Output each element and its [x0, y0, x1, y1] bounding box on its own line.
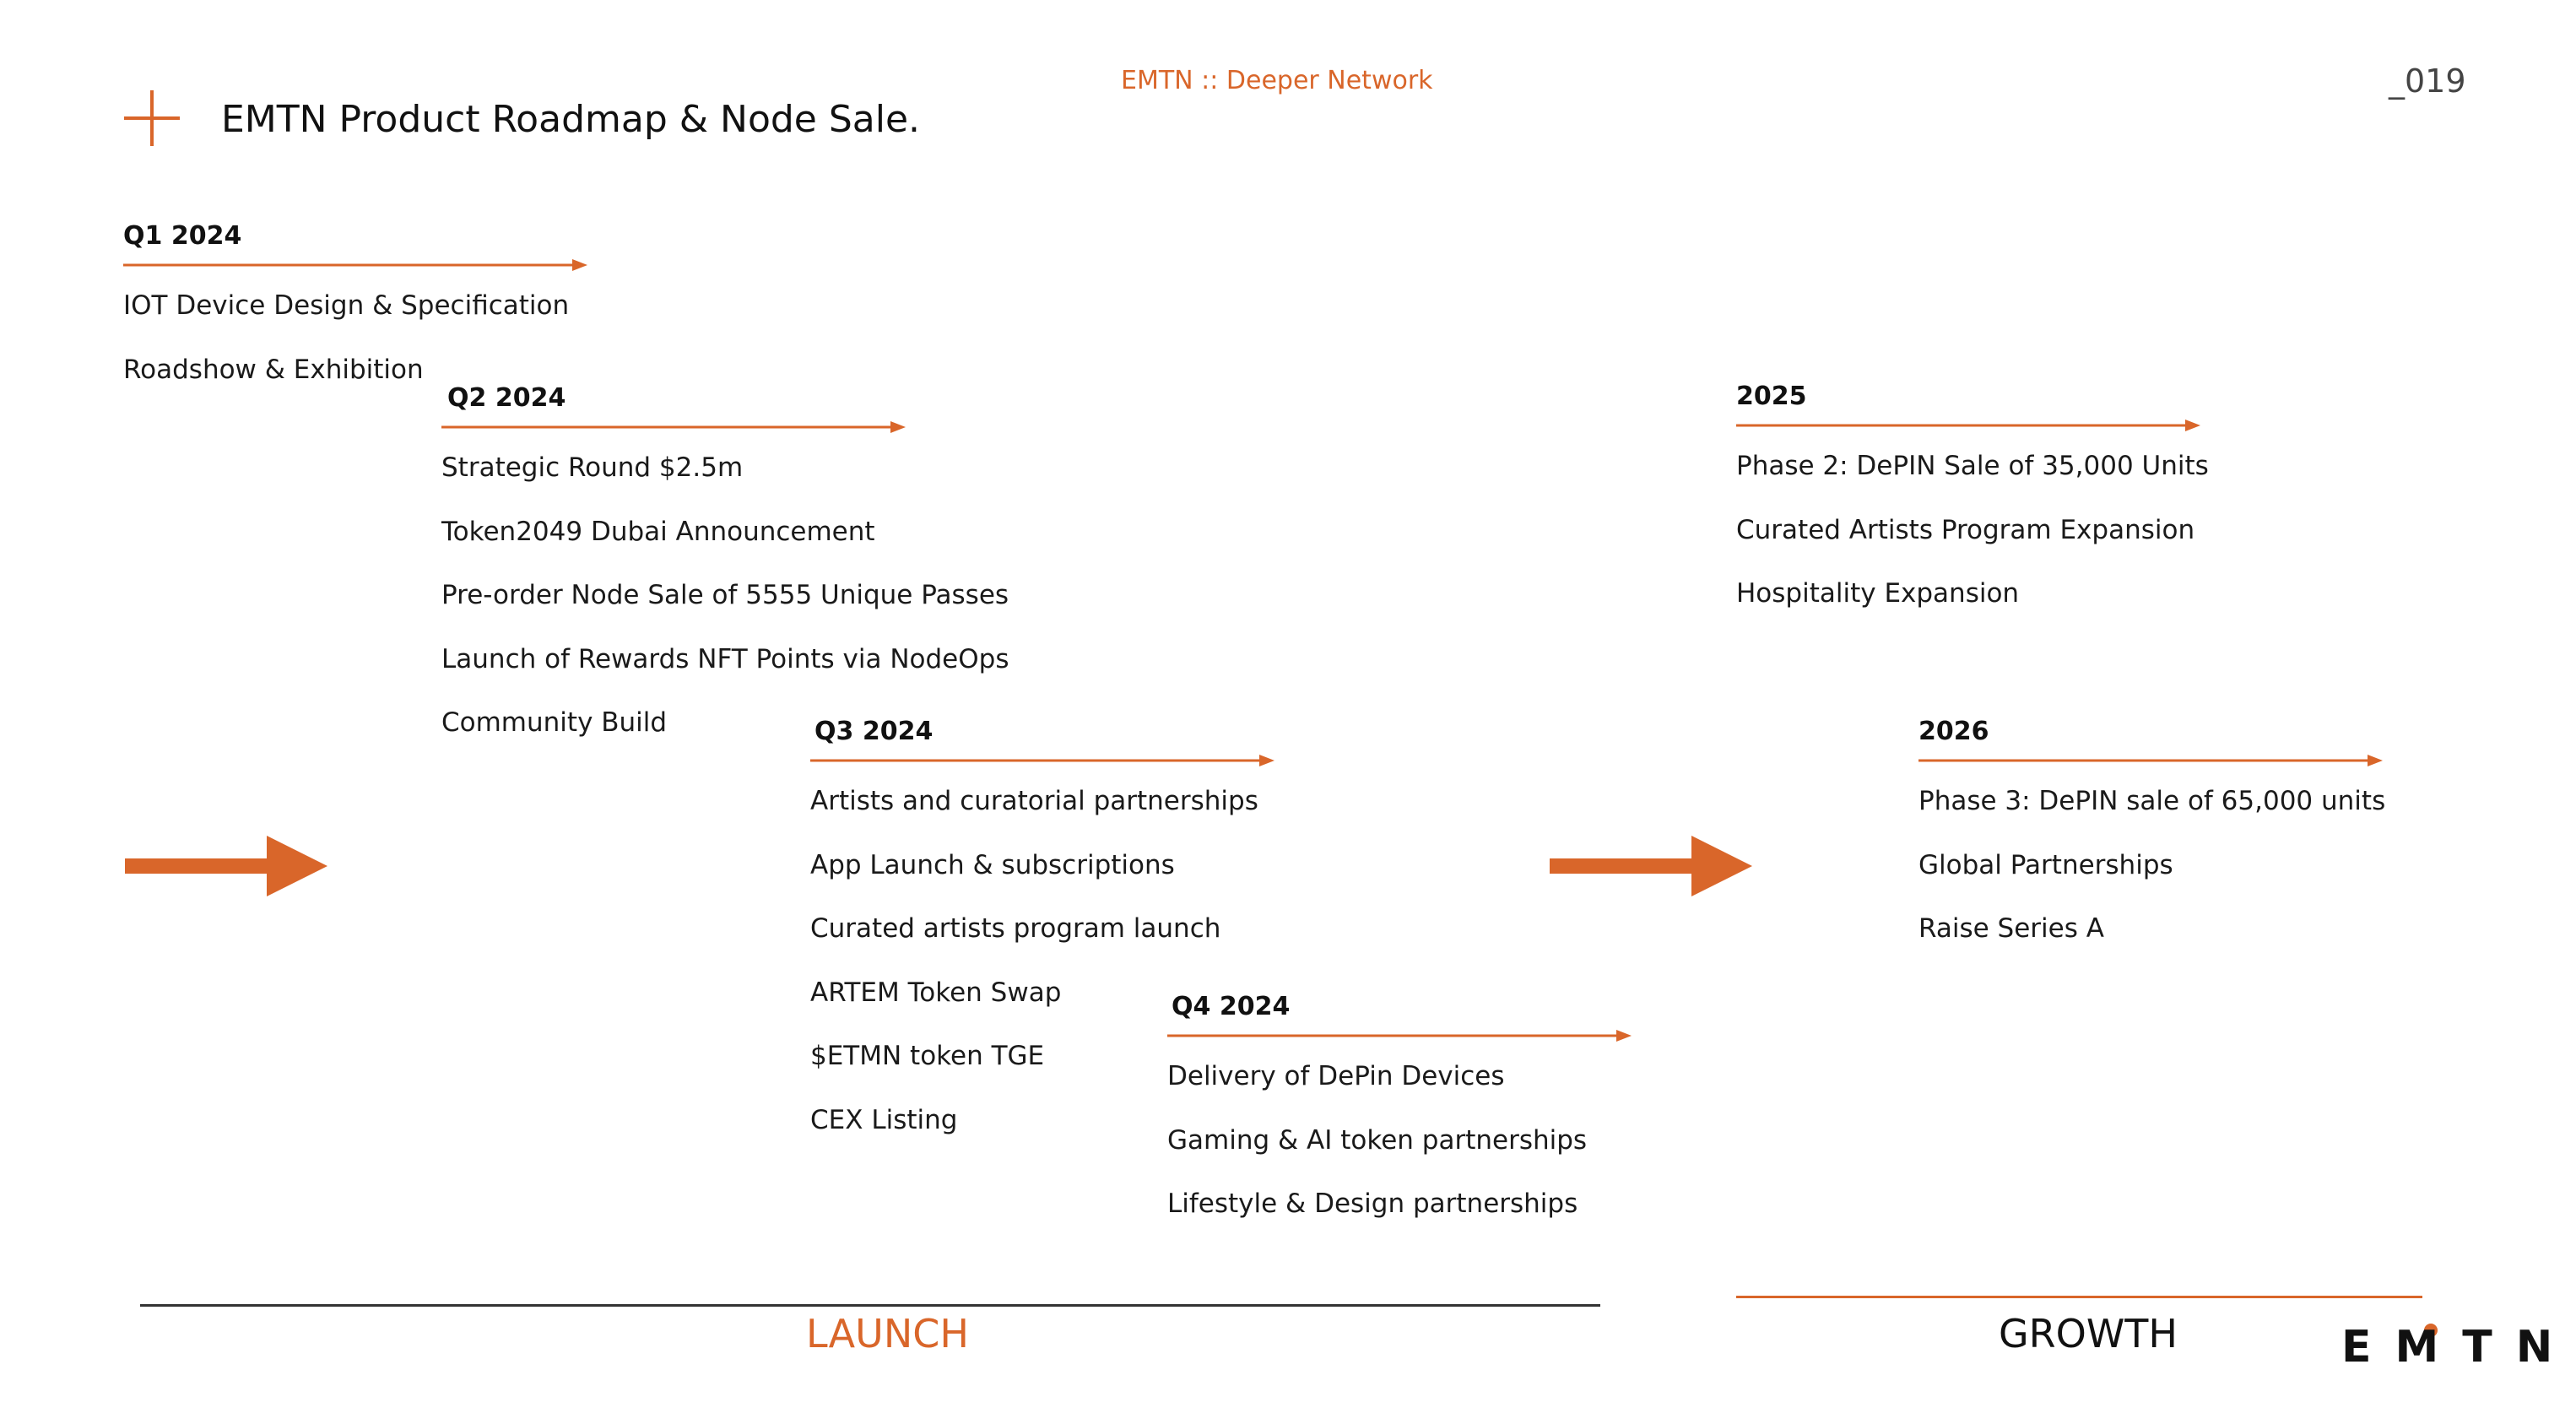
list-item: CEX Listing — [810, 1104, 958, 1135]
list-item: Launch of Rewards NFT Points via NodeOps — [441, 643, 1009, 674]
arrow-right-icon — [125, 836, 327, 896]
quarter-label: 2025 — [1736, 382, 1807, 411]
phase-label-launch: LAUNCH — [806, 1311, 969, 1356]
year-2025 — [1736, 380, 2209, 641]
list-item: Hospitality Expansion — [1736, 578, 2020, 609]
list-item: Strategic Round $2.5m — [441, 452, 744, 483]
timeline-arrow-icon — [1167, 1027, 1632, 1044]
quarter-label: Q2 2024 — [447, 383, 566, 413]
list-item: $ETMN token TGE — [810, 1041, 1045, 1071]
timeline-arrow-icon — [123, 257, 587, 273]
quarter-label: Q3 2024 — [814, 717, 934, 746]
list-item: Community Build — [441, 707, 668, 738]
list-item: Raise Series A — [1918, 913, 2104, 944]
list-item: Phase 3: DePIN sale of 65,000 units — [1918, 786, 2386, 816]
list-item: Lifestyle & Design partnerships — [1167, 1188, 1578, 1219]
list-item: Global Partnerships — [1918, 849, 2173, 880]
page-number: _019 — [2389, 62, 2466, 100]
list-item: Artists and curatorial partnerships — [810, 786, 1258, 816]
timeline-arrow-icon — [1736, 417, 2200, 434]
quarter-q2-2024 — [441, 382, 1009, 770]
emtn-logo: EMTN — [2341, 1322, 2576, 1373]
timeline-arrow-icon — [441, 419, 906, 436]
page-title: EMTN Product Roadmap & Node Sale. — [221, 98, 921, 141]
list-item: IOT Device Design & Specification — [123, 290, 570, 321]
phase-label-growth: GROWTH — [1999, 1311, 2178, 1356]
list-item: Roadshow & Exhibition — [123, 354, 424, 385]
quarter-q4-2024 — [1167, 990, 1632, 1251]
list-item: App Launch & subscriptions — [810, 849, 1175, 880]
plus-icon — [122, 89, 181, 148]
list-item: Pre-order Node Sale of 5555 Unique Passes — [441, 580, 1009, 610]
header-brand: EMTN :: Deeper Network — [1121, 66, 1433, 95]
list-item: Curated artists program launch — [810, 913, 1221, 944]
timeline-arrow-icon — [810, 752, 1274, 769]
quarter-label: Q1 2024 — [123, 221, 242, 251]
list-item: ARTEM Token Swap — [810, 977, 1062, 1008]
list-item: Gaming & AI token partnerships — [1167, 1124, 1588, 1156]
list-item: Token2049 Dubai Announcement — [441, 516, 875, 547]
list-item: Phase 2: DePIN Sale of 35,000 Units — [1736, 451, 2209, 481]
timeline-arrow-icon — [1918, 752, 2383, 769]
quarter-label: Q4 2024 — [1172, 992, 1291, 1021]
list-item: Curated Artists Program Expansion — [1736, 514, 2195, 545]
arrow-right-icon — [1550, 836, 1752, 896]
quarter-label: 2026 — [1918, 717, 1989, 746]
year-2026 — [1918, 715, 2385, 976]
list-item: Delivery of DePin Devices — [1167, 1061, 1505, 1091]
growth-divider — [1736, 1296, 2422, 1298]
launch-divider — [140, 1304, 1600, 1307]
